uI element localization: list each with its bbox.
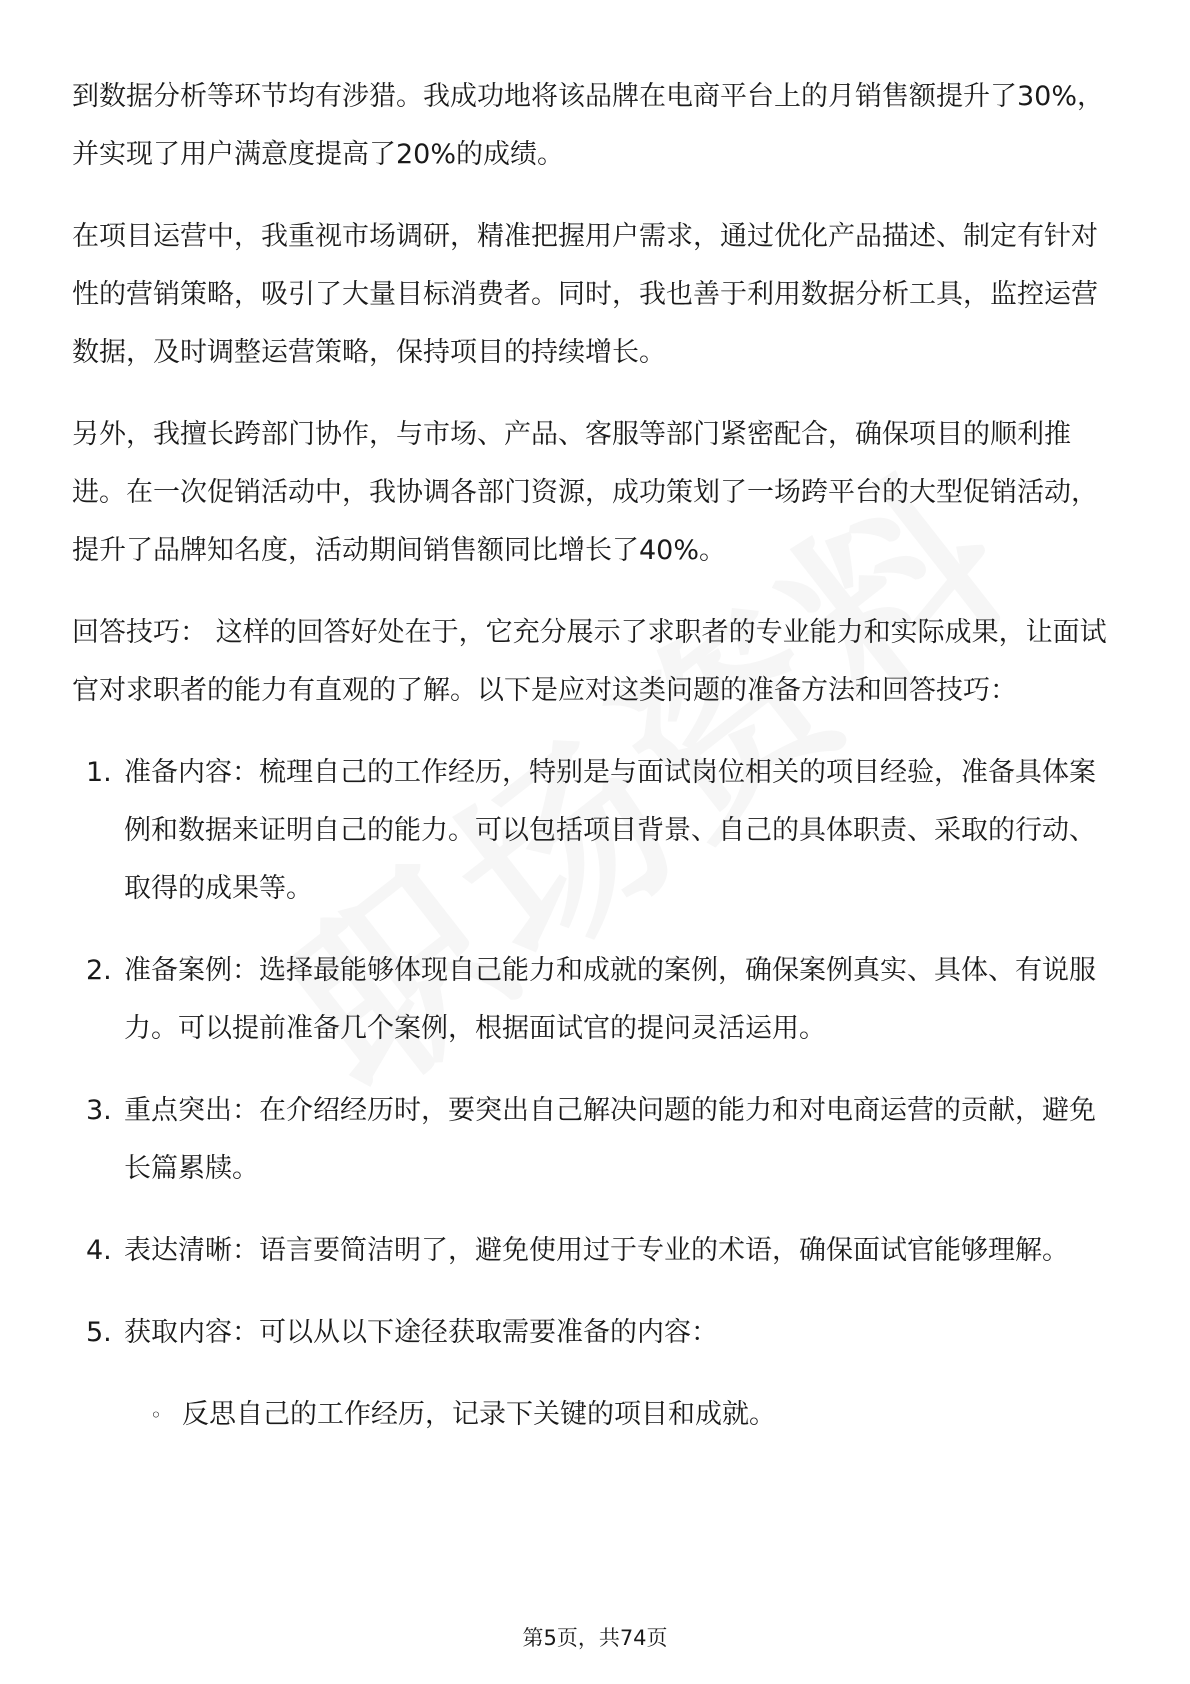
sub-list-item xyxy=(72,1386,1122,1444)
list-number: 3. xyxy=(86,1095,112,1126)
list-item xyxy=(72,744,1122,918)
list-item xyxy=(72,942,1122,1058)
paragraph-1: 到数据分析等环节均有涉猎。我成功地将该品牌在电商平台上的月销售额提升了30%，并实现了用户满意度提高了20%的成绩。 xyxy=(72,81,1105,170)
page-number-footer: 第5页，共74页 xyxy=(522,1626,668,1650)
tips-list xyxy=(72,744,1122,1444)
list-item-text: 重点突出：在介绍经历时，要突出自己解决问题的能力和对电商运营的贡献，避免长篇累牍。 xyxy=(124,1095,1096,1184)
list-item-text: 获取内容：可以从以下途径获取需要准备的内容： xyxy=(124,1317,718,1348)
bullet-icon: ◦ xyxy=(150,1403,162,1427)
list-item xyxy=(72,1304,1122,1362)
sub-list-item-text: 反思自己的工作经历，记录下关键的项目和成就。 xyxy=(182,1399,776,1430)
list-item-text: 表达清晰：语言要简洁明了，避免使用过于专业的术语，确保面试官能够理解。 xyxy=(124,1235,1069,1266)
list-item xyxy=(72,1082,1122,1198)
paragraph-2: 在项目运营中，我重视市场调研，精准把握用户需求，通过优化产品描述、制定有针对性的营销策略，吸引了大量目标消费者。同时，我也善于利用数据分析工具，监控运营数据，及时调整运营策略，保持项目的持续增长。 xyxy=(72,221,1098,368)
list-number: 2. xyxy=(86,955,112,986)
paragraph-3: 另外，我擅长跨部门协作，与市场、产品、客服等部门紧密配合，确保项目的顺利推进。在一次促销活动中，我协调各部门资源，成功策划了一场跨平台的大型促销活动，提升了品牌知名度，活动期间销售额同比增长了40%。 xyxy=(72,419,1098,566)
paragraph-answer-tips: 回答技巧： 这样的回答好处在于，它充分展示了求职者的专业能力和实际成果，让面试官对求职者的能力有直观的了解。以下是应对这类问题的准备方法和回答技巧： xyxy=(72,617,1107,706)
list-number: 1. xyxy=(86,757,112,788)
list-number: 4. xyxy=(86,1235,112,1266)
list-number: 5. xyxy=(86,1317,112,1348)
page-content xyxy=(72,68,1122,1444)
list-item-text: 准备案例：选择最能够体现自己能力和成就的案例，确保案例真实、具体、有说服力。可以提前准备几个案例，根据面试官的提问灵活运用。 xyxy=(124,955,1096,1044)
list-item-text: 准备内容：梳理自己的工作经历，特别是与面试岗位相关的项目经验，准备具体案例和数据来证明自己的能力。可以包括项目背景、自己的具体职责、采取的行动、取得的成果等。 xyxy=(124,757,1096,904)
list-item xyxy=(72,1222,1122,1280)
